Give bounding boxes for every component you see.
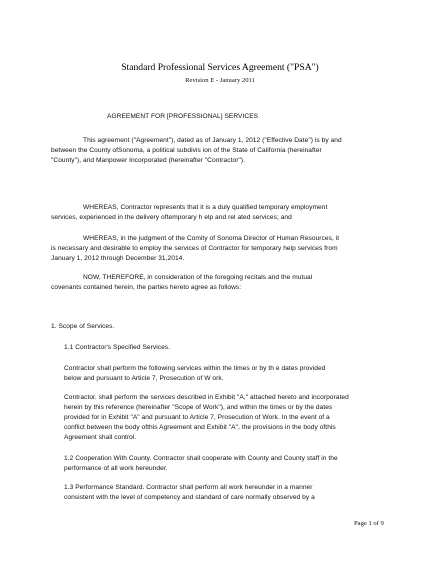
paragraph-line: Contractor. shall perform the services described in Exhibit "A," attached hereto and incorporated xyxy=(64,394,349,401)
section-heading: 1. Scope of Services. xyxy=(51,323,115,330)
whereas-line: services, experienced in the delivery oftemporary h elp and rel ated services; and xyxy=(51,214,292,221)
paragraph-line: 1.2 Cooperation With County. Contractor shall cooperate with County and County staff in the xyxy=(64,455,338,462)
paragraph-line: 1.3 Performance Standard. Contractor shall perform all work hereunder in a manner xyxy=(64,484,313,491)
subsection-heading: 1.1 Contractor's Specified Services. xyxy=(64,344,171,351)
paragraph-line: Contractor shall perform the following services within the times or by th e dates provided xyxy=(64,365,326,372)
paragraph-line: Agreement shall control. xyxy=(64,434,137,441)
whereas-line: is necessary and desirable to employ the services of Contractor for temporary help services from xyxy=(51,245,338,252)
intro-line: This agreement ("Agreement"), dated as of January 1, 2012 ("Effective Date") is by and xyxy=(83,137,342,144)
document-title: Standard Professional Services Agreement ("PSA") xyxy=(121,62,319,73)
paragraph-line: below and pursuant to Article 7, Prosecution of W ork. xyxy=(64,375,224,382)
revision-line: Revision E - January 2011 xyxy=(185,77,255,84)
whereas-line: WHEREAS, in the judgment of the Comity of Sonoma Director of Human Resources, it xyxy=(83,235,340,242)
paragraph-line: herein by this reference (hereinafter "Scope of Work"), and within the times or by the dates xyxy=(64,404,333,411)
whereas-line: January 1, 2012 through December 31,2014. xyxy=(51,255,185,262)
intro-line: "County"), and Manpower Incorporated (hereinafter "Contractor"). xyxy=(51,157,245,164)
page-number: Page 1 of 9 xyxy=(354,520,384,527)
therefore-line: covenants contained herein, the parties hereto agree as follows: xyxy=(51,284,242,291)
intro-line: between the County ofSonoma, a political subdivis ion of the State of California (hereinafter xyxy=(51,147,322,154)
agreement-heading: AGREEMENT FOR [PROFESSIONAL] SERVICES xyxy=(107,113,259,120)
paragraph-line: provided for in Exhibit "A" and pursuant to Article 7, Prosecution of Work. In the event of a xyxy=(64,414,330,421)
paragraph-line: conflict between the body ofthis Agreement and Exhibit "A", the provisions in the body ofthis xyxy=(64,424,336,431)
paragraph-line: consistent with the level of competency and standard of care normally observed by a xyxy=(64,494,315,501)
therefore-line: NOW, THEREFORE, in consideration of the foregoing recitals and the mutual xyxy=(83,274,313,281)
whereas-line: WHEREAS, Contractor represents that it is a duly qualified temporary employment xyxy=(83,204,328,211)
paragraph-line: performance of all work hereunder. xyxy=(64,465,168,472)
